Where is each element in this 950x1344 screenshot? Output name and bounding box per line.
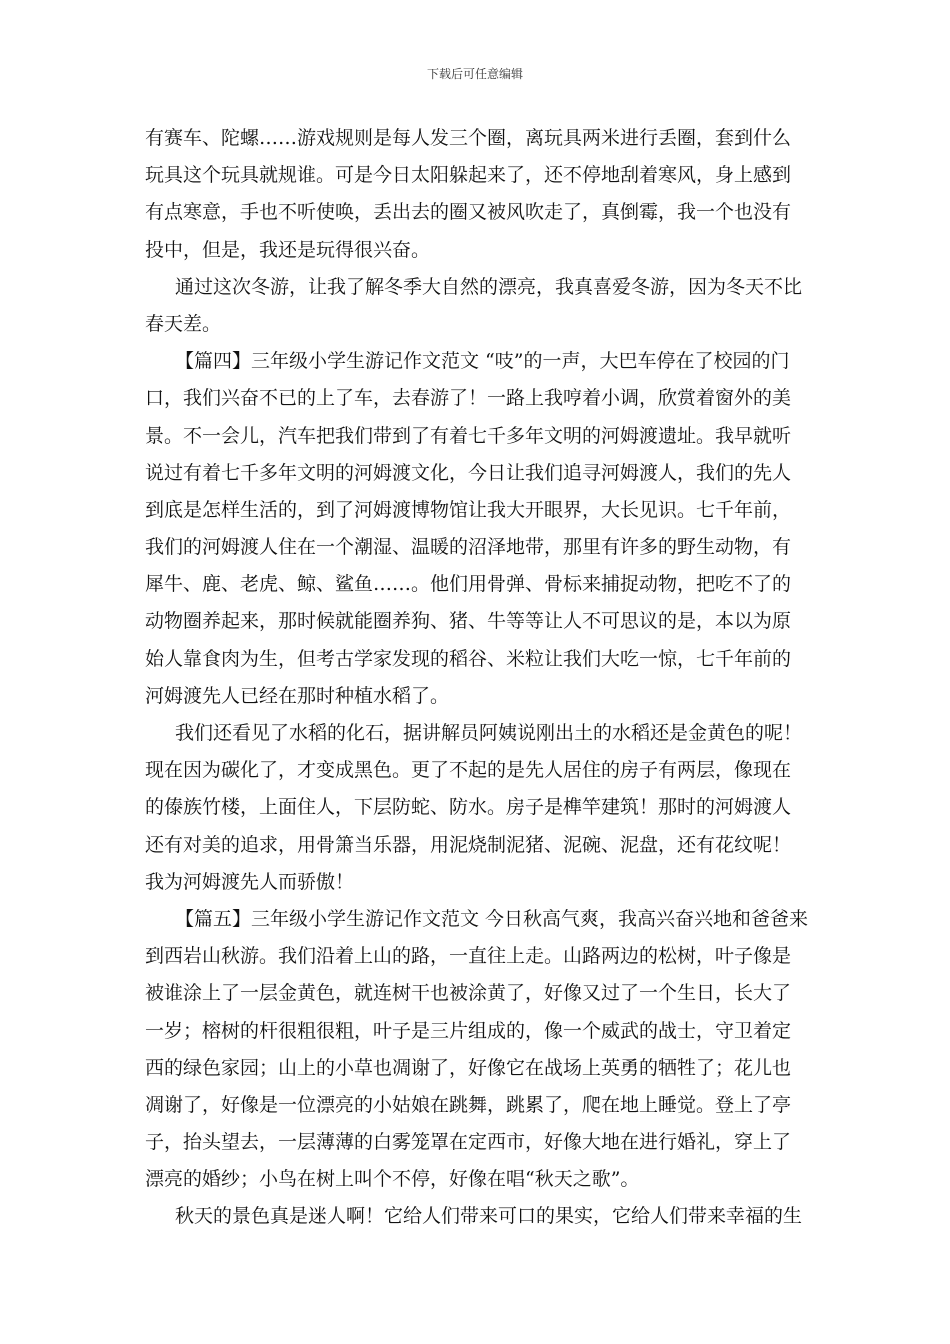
text-line: 景。不一会儿，汽车把我们带到了有着七千多年文明的河姆渡遗址。我早就听 <box>145 424 792 447</box>
text-line: 秋天的景色真是迷人啊！它给人们带来可口的果实，它给人们带来幸福的生 <box>175 1205 803 1228</box>
text-line: 说过有着七千多年文明的河姆渡文化，今日让我们追寻河姆渡人，我们的先人 <box>145 461 792 484</box>
text-line: 口，我们兴奋不已的上了车，去春游了！一路上我哼着小调，欣赏着窗外的美 <box>145 387 792 410</box>
text-line: 还有对美的追求，用骨箫当乐器，用泥烧制泥猪、泥碗、泥盘，还有花纹呢！ <box>145 833 792 856</box>
text-line: 投中，但是，我还是玩得很兴奋。 <box>145 238 431 261</box>
text-line: 我们还看见了水稻的化石，据讲解员阿姨说刚出土的水稻还是金黄色的呢！ <box>175 722 803 744</box>
text-line: 到西岩山秋游。我们沿着上山的路，一直往上走。山路两边的松树，叶子像是 <box>145 945 792 968</box>
page-header: 下载后可任意编辑 <box>426 67 523 81</box>
text-line: 西的绿色家园；山上的小草也凋谢了，好像它在战场上英勇的牺牲了；花儿也 <box>145 1056 792 1079</box>
text-line: 凋谢了，好像是一位漂亮的小姑娘在跳舞，跳累了，爬在地上睡觉。登上了亭 <box>145 1093 792 1116</box>
text-line: 【篇五】三年级小学生游记作文范文 今日秋高气爽，我高兴奋兴地和爸爸来 <box>175 907 809 930</box>
text-line: 动物圈养起来，那时候就能圈养狗、猪、牛等等让人不可思议的是，本以为原 <box>145 610 792 633</box>
text-line: 一岁；榕树的杆很粗很粗，叶子是三片组成的，像一个威武的战士，守卫着定 <box>145 1019 792 1042</box>
text-line: 犀牛、鹿、老虎、鲸、鲨鱼……。他们用骨弹、骨标来捕捉动物，把吃不了的 <box>145 573 792 596</box>
text-line: 我为河姆渡先人而骄傲！ <box>145 870 355 893</box>
document-body <box>145 120 809 1236</box>
text-line: 有点寒意，手也不听使唤，丢出去的圈又被风吹走了，真倒霉，我一个也没有 <box>145 201 792 224</box>
text-line: 子，抬头望去，一层薄薄的白雾笼罩在定西市，好像大地在进行婚礼，穿上了 <box>145 1131 792 1154</box>
text-line: 我们的河姆渡人住在一个潮湿、温暖的沼泽地带，那里有许多的野生动物，有 <box>145 536 792 559</box>
text-line: 河姆渡先人已经在那时种植水稻了。 <box>145 684 450 707</box>
text-line: 现在因为碳化了，才变成黑色。更了不起的是先人居住的房子有两层，像现在 <box>145 759 792 782</box>
text-line: 的傣族竹楼，上面住人，下层防蛇、防水。房子是榫竿建筑！那时的河姆渡人 <box>145 796 792 819</box>
text-line: 玩具这个玩具就规谁。可是今日太阳躲起来了，还不停地刮着寒风，身上感到 <box>145 164 792 187</box>
text-line: 春天差。 <box>145 312 222 335</box>
text-line: 【篇四】三年级小学生游记作文范文 “吱”的一声，大巴车停在了校园的门 <box>175 350 790 373</box>
text-line: 到底是怎样生活的，到了河姆渡博物馆让我大开眼界，大长见识。七千年前， <box>145 498 792 521</box>
text-line: 有赛车、陀螺……游戏规则是每人发三个圈，离玩具两米进行丢圈，套到什么 <box>145 127 792 149</box>
text-line: 被谁涂上了一层金黄色，就连树干也被涂黄了，好像又过了一个生日，长大了 <box>145 982 792 1005</box>
text-line: 漂亮的婚纱；小鸟在树上叫个不停，好像在唱“秋天之歌”。 <box>145 1168 640 1191</box>
text-line: 通过这次冬游，让我了解冬季大自然的漂亮，我真喜爱冬游，因为冬天不比 <box>175 275 803 298</box>
text-line: 始人靠食肉为生，但考古学家发现的稻谷、米粒让我们大吃一惊，七千年前的 <box>145 647 792 670</box>
